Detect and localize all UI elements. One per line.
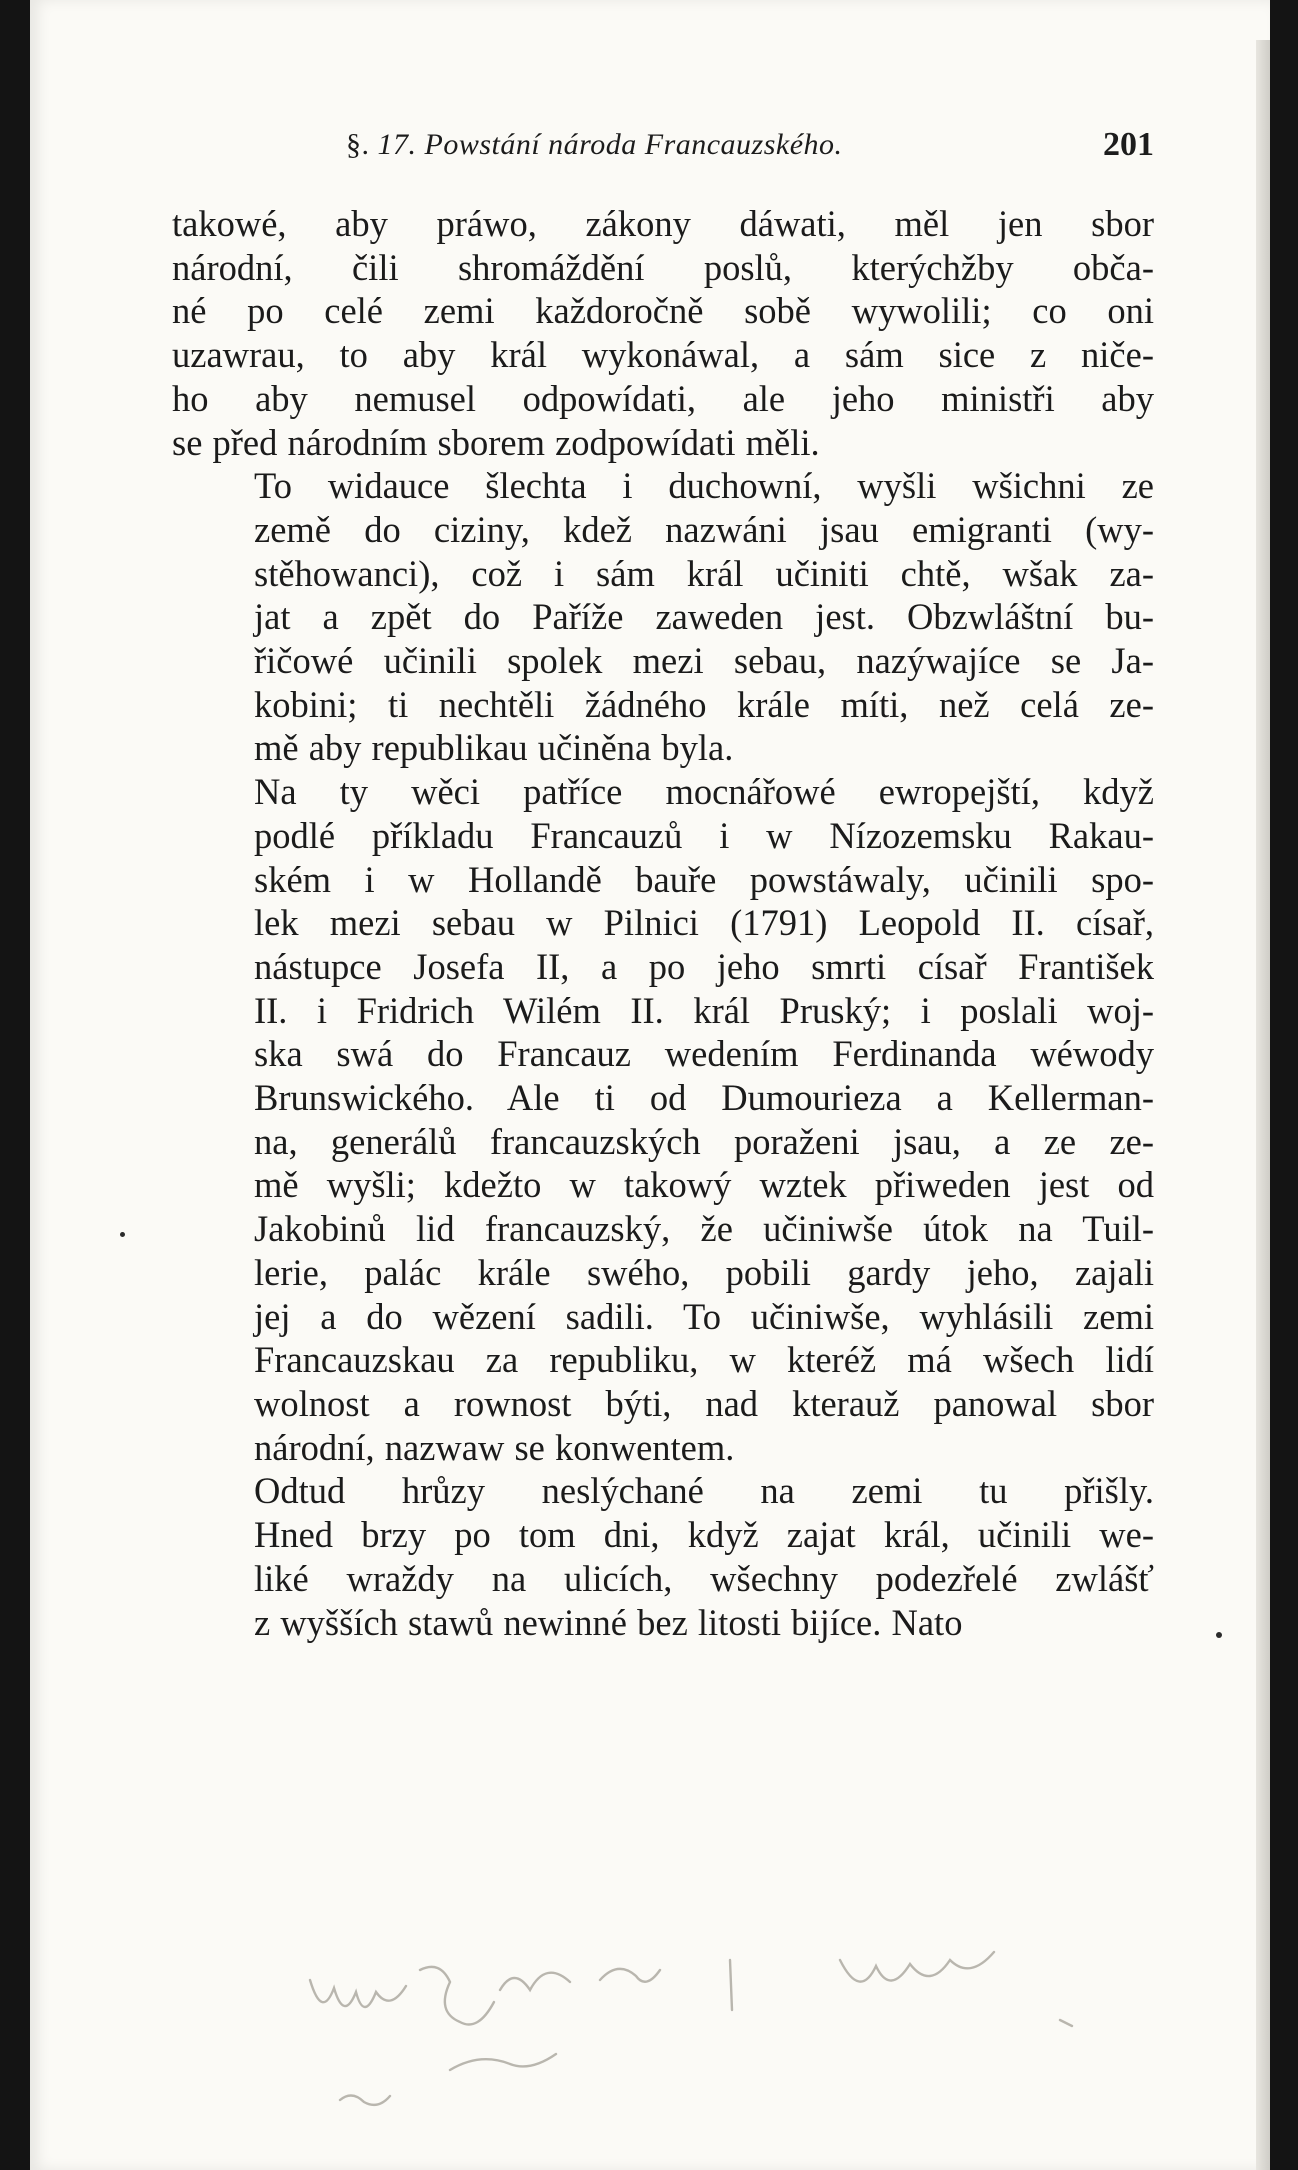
text-line: Jakobinů lid francauzský, že učiniwše útok na Tuil-: [254, 1208, 1154, 1250]
text-line: Brunswického. Ale ti od Dumourieza a Kellerman-: [254, 1077, 1154, 1119]
text-line: né po celé zemi každoročně sobě wywolili; co oni: [172, 290, 1154, 332]
text-line: se před národním sborem zodpowídati měli.: [172, 421, 820, 463]
text-line: takowé, aby práwo, zákony dáwati, měl jen sbor: [172, 203, 1154, 244]
page-edge: [1256, 40, 1270, 2170]
text-line: liké wraždy na ulicích, wšechny podezřelé zwlášť: [254, 1557, 1154, 1599]
page-number: 201: [1103, 126, 1154, 163]
body-text: [172, 202, 1154, 1644]
text-line: ho aby nemusel odpowídati, ale jeho ministři aby: [172, 377, 1154, 419]
paragraph: [172, 202, 1154, 464]
text-line: To widauce šlechta i duchowní, wyšli wšichni ze: [254, 465, 1154, 507]
text-line: nástupce Josefa II, a po jeho smrti císař František: [254, 945, 1154, 987]
text-line: na, generálů francauzských poraženi jsau, a ze ze-: [254, 1120, 1154, 1162]
text-line: lerie, palác krále swého, pobili gardy jeho, zajali: [254, 1251, 1154, 1293]
running-head: [346, 128, 1154, 178]
section-sign: §.: [346, 128, 370, 161]
text-line: II. i Fridrich Wilém II. král Pruský; i poslali woj-: [254, 989, 1154, 1031]
text-line: wolnost a rownost býti, nad kterauž panowal sbor: [254, 1382, 1154, 1424]
text-line: ska swá do Francauz wedením Ferdinanda wéwody: [254, 1033, 1154, 1075]
text-line: Hned brzy po tom dni, když zajat král, učinili we-: [254, 1514, 1154, 1556]
text-line: jej a do wězení sadili. To učiniwše, wyhlásili zemi: [254, 1295, 1154, 1337]
section-title: 17. Powstání národa Francauzského.: [377, 128, 843, 161]
text-line: kobini; ti nechtěli žádného krále míti, než celá ze-: [254, 683, 1154, 725]
ink-speck: [1216, 1632, 1222, 1638]
text-line: ském i w Hollandě bauře powstáwaly, učinili spo-: [254, 858, 1154, 900]
ink-speck: [120, 1232, 125, 1237]
book-page: [30, 0, 1270, 2170]
text-line: Na ty wěci patříce mocnářowé ewropejští, když: [254, 771, 1154, 813]
text-line: podlé příkladu Francauzů i w Nízozemsku Rakau-: [254, 814, 1154, 856]
text-line: z wyšších stawů newinné bez litosti bijíce. Nato: [254, 1601, 963, 1643]
text-line: mě wyšli; kdežto w takowý wztek přiweden jest od: [254, 1164, 1154, 1206]
text-line: řičowé učinili spolek mezi sebau, nazýwajíce se Ja-: [254, 640, 1154, 682]
text-line: Francauzskau za republiku, w kteréž má wšech lidí: [254, 1339, 1154, 1381]
pencil-scribble-icon: [300, 1950, 1260, 2150]
text-line: národní, nazwaw se konwentem.: [254, 1426, 735, 1468]
text-line: země do ciziny, kdež nazwáni jsau emigranti (wy-: [254, 508, 1154, 550]
text-line: národní, čili shromáždění poslů, kterýchžby obča-: [172, 246, 1154, 288]
paragraph: [172, 464, 1154, 770]
paragraph: [172, 770, 1154, 1469]
paragraph: [172, 1469, 1154, 1644]
text-line: stěhowanci), což i sám král učiniti chtě, wšak za-: [254, 552, 1154, 594]
text-line: Odtud hrůzy neslýchané na zemi tu přišly.: [254, 1470, 1154, 1512]
text-line: mě aby republikau učiněna byla.: [254, 727, 734, 769]
text-line: jat a zpět do Paříže zaweden jest. Obzwláštní bu-: [254, 596, 1154, 638]
text-line: uzawrau, to aby král wykonáwal, a sám sice z niče-: [172, 334, 1154, 376]
section-heading: [346, 128, 843, 162]
text-line: lek mezi sebau w Pilnici (1791) Leopold II. císař,: [254, 902, 1154, 944]
